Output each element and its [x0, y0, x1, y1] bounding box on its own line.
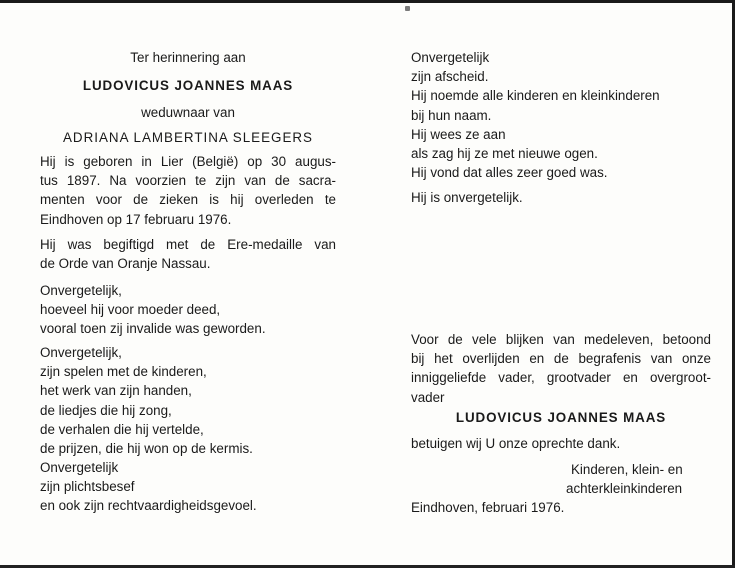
acknowledgement-line: vader	[411, 389, 445, 405]
biography-paragraph	[40, 152, 336, 229]
verse-line: Onvergetelijk,	[40, 345, 122, 360]
biography-line: Hij is geboren in Lier (België) op 30 augus-	[40, 154, 336, 169]
card-top-edge	[0, 0, 735, 3]
biography-line: tus 1897. Na voorzien te zijn van de sacra-	[40, 173, 336, 189]
verse-line: Onvergetelijk	[40, 460, 119, 475]
verse-line: en ook zijn rechtvaardigheidsgevoel.	[40, 498, 257, 514]
intro-text: Ter herinnering aan	[130, 50, 246, 65]
biography-line: menten voor de zieken is hij overleden te	[40, 192, 336, 208]
verse-line: het werk van zijn handen,	[40, 383, 192, 399]
verse-line: zijn afscheid.	[411, 69, 489, 85]
honour-line: Hij was begiftigd met de Ere-medaille van	[40, 237, 336, 252]
verse-line: de verhalen die hij vertelde,	[40, 421, 204, 437]
verse-line: de prijzen, die hij won op de kermis.	[40, 441, 253, 457]
deceased-name-repeat: LUDOVICUS JOANNES MAAS	[455, 410, 667, 425]
print-mark	[405, 6, 410, 11]
biography-line: Eindhoven op 17 februaru 1976.	[40, 211, 232, 227]
deceased-name: LUDOVICUS JOANNES MAAS	[82, 78, 294, 93]
acknowledgement-line: Voor de vele blijken van medeleven, betoond	[411, 332, 711, 347]
honour-line: de Orde van Oranje Nassau.	[40, 256, 211, 272]
verse-line: hoeveel hij voor moeder deed,	[40, 302, 221, 318]
signature-block	[566, 460, 716, 498]
signature-line: Kinderen, klein- en	[571, 462, 683, 477]
verse-line: Onvergetelijk,	[40, 283, 122, 298]
verse-line: Hij noemde alle kinderen en kleinkinderen	[411, 88, 660, 104]
verse-line: Hij vond dat alles zeer goed was.	[411, 165, 608, 181]
signature-line: achterkleinkinderen	[566, 481, 683, 497]
verse-children	[40, 343, 336, 458]
verse-line: vooral toen zij invalide was geworden.	[40, 321, 266, 337]
verse-line: zijn spelen met de kinderen,	[40, 364, 207, 380]
closing-line: Hij is onvergetelijk.	[411, 190, 523, 205]
place-date: Eindhoven, februari 1976.	[411, 500, 565, 515]
honour-paragraph	[40, 235, 336, 273]
verse-line: zijn plichtsbesef	[40, 479, 135, 495]
verse-duty	[40, 458, 336, 516]
verse-line: Hij wees ze aan	[411, 126, 506, 142]
verse-line: Onvergetelijk	[411, 50, 490, 65]
acknowledgement-paragraph	[411, 330, 711, 407]
widower-of-text: weduwnaar van	[141, 105, 235, 120]
acknowledgement-line: bij het overlijden en de begrafenis van onze	[411, 351, 711, 367]
verse-line: als zag hij ze met nieuwe ogen.	[411, 146, 598, 162]
verse-mother	[40, 281, 336, 339]
verse-farewell	[411, 48, 711, 182]
thanks-text: betuigen wij U onze oprechte dank.	[411, 436, 621, 451]
verse-line: bij hun naam.	[411, 107, 492, 123]
acknowledgement-line: inniggeliefde vader, grootvader en overgroot-	[411, 370, 711, 386]
spouse-name: ADRIANA LAMBERTINA SLEEGERS	[62, 130, 313, 145]
verse-line: de liedjes die hij zong,	[40, 402, 172, 418]
